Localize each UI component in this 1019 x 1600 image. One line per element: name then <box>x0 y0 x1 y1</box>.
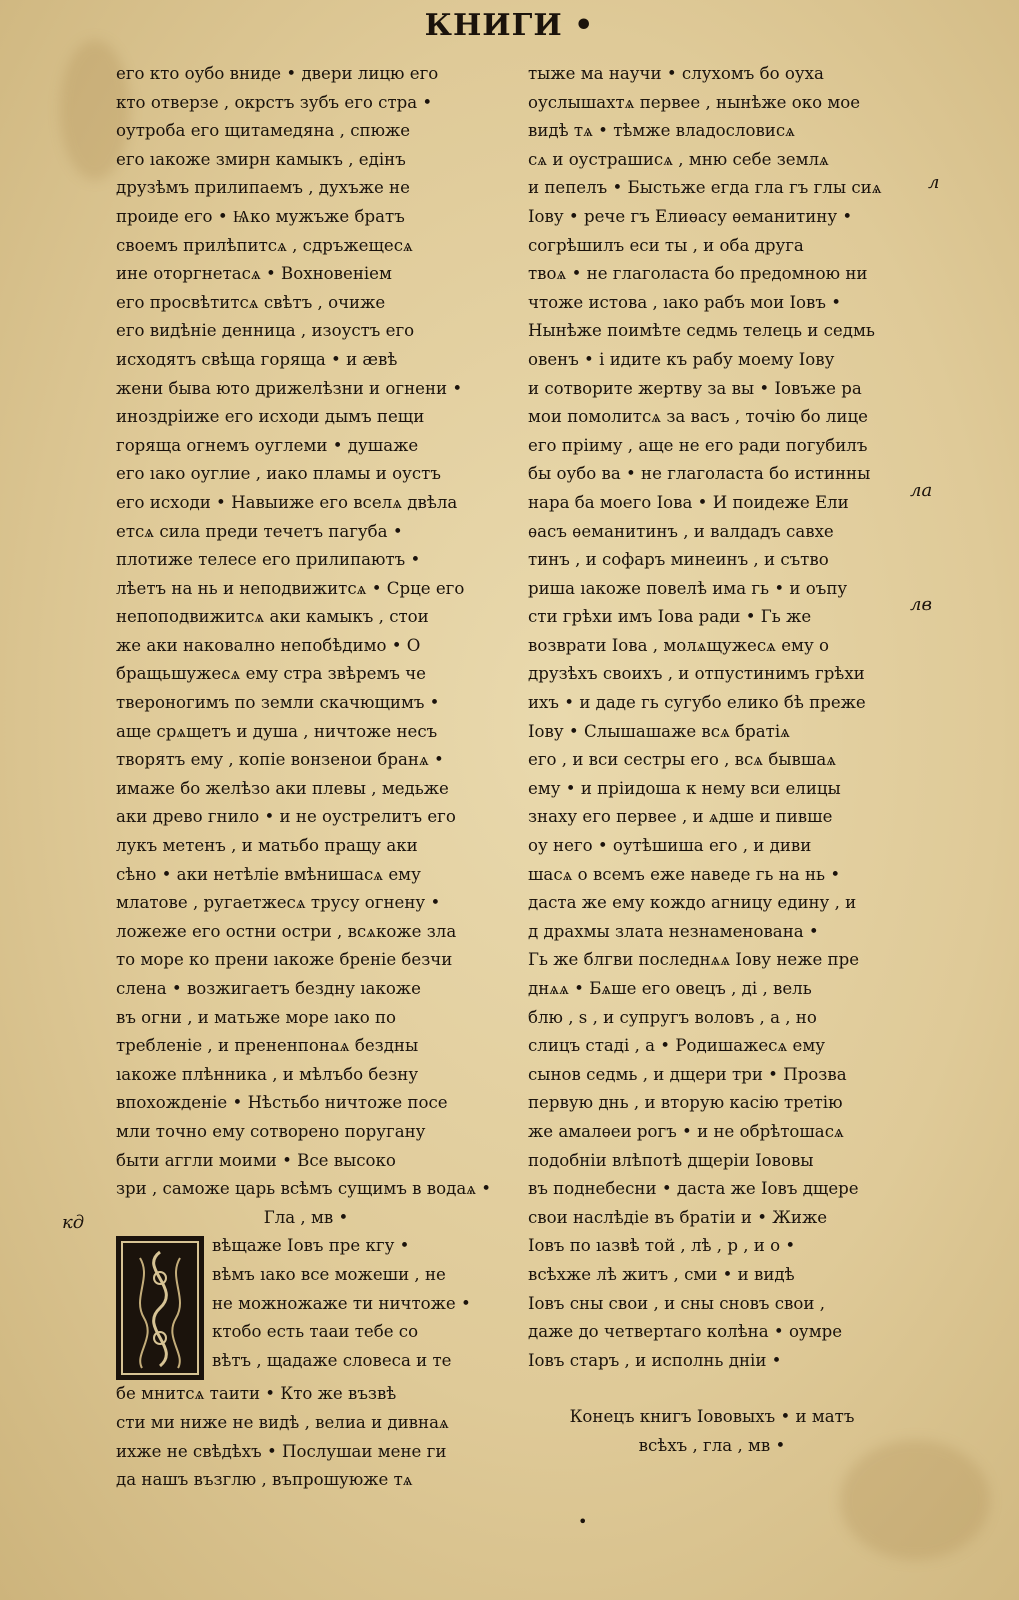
text-line: и сотворите жертву за вы • Іовъже ра <box>528 378 862 398</box>
text-line: плотиже телесе его прилипаютъ • <box>116 550 421 570</box>
margin-numeral: кд <box>62 1212 85 1233</box>
text-line: даста же ему кождо агницу едину , и <box>528 893 857 913</box>
text-line: аки древо гнило • и не оустрелитъ его <box>116 807 456 827</box>
text-line: впохожденіе • Нѣстьбо ничтоже посе <box>116 1093 448 1113</box>
margin-numeral: лв <box>910 594 932 615</box>
text-line: Нынѣже поимѣте седмь телець и седмь <box>528 321 875 341</box>
text-line: риша ıакоже повелѣ има гь • и оъпу <box>528 578 848 598</box>
text-line: свои наслѣдіе въ братіи и • Жиже <box>528 1207 828 1227</box>
text-line: же аки наковално непобѣдимо • О <box>116 635 421 655</box>
text-line: всѣхже лѣ житъ , сми • и видѣ <box>528 1264 795 1284</box>
text-line: етсѧ сила преди течетъ пагуба • <box>116 521 403 541</box>
text-line: ıакоже плѣнника , и мѣлъбо безну <box>116 1064 419 1084</box>
text-line: лѣетъ на нь и неподвижитсѧ • Срце его <box>116 578 465 598</box>
colophon-line: Конецъ книгъ Іововыхъ • и матъ <box>569 1407 855 1427</box>
text-line: сти грѣхи имъ Іова ради • Гь же <box>528 607 812 627</box>
text-line: ине оторгнетасѧ • Вохновеніем <box>116 264 392 284</box>
colophon-line: всѣхъ , гла , мв • <box>638 1435 786 1455</box>
text-line: же амалѳеи рогъ • и не обрѣтошасѧ <box>528 1121 844 1141</box>
text-line: своемъ прилѣпитсѧ , сдръжещесѧ <box>116 235 413 255</box>
text-line: и пепелъ • Быстьже егда гла гъ глы сиѧ <box>528 178 882 198</box>
text-line: мои помолитсѧ за васъ , точію бо лице <box>528 407 868 427</box>
text-line: вѣщаже Іовъ пре кгу • <box>212 1236 410 1256</box>
text-line: вѣтъ , щадаже словеса и те <box>212 1350 452 1370</box>
text-line: аще срѧщетъ и душа , ничтоже несъ <box>116 721 438 741</box>
text-line: Іовъ по ıазвѣ той , лѣ , р , и о • <box>528 1236 796 1256</box>
text-line: твоѧ • не глаголаста бо предомною ни <box>528 264 868 284</box>
text-line: согрѣшилъ еси ты , и оба друга <box>528 235 804 255</box>
text-line: блю , ѕ , и супругъ воловъ , а , но <box>528 1007 817 1027</box>
text-line: проиде его • Ѩко мужъже братъ <box>116 206 405 226</box>
text-line: его исходи • Навыиже его вселѧ двѣла <box>116 492 458 512</box>
text-line: сѣно • аки нетѣліе вмѣнишасѧ ему <box>116 864 421 884</box>
text-line: исходятъ свѣща горяща • и ӕвѣ <box>116 349 398 369</box>
text-line: бы оубо ва • не глаголаста бо истинны <box>528 464 871 484</box>
text-line: видѣ тѧ • тѣмже владословисѧ <box>528 121 795 141</box>
text-line: сти ми ниже не видѣ , велиа и дивнаѧ <box>116 1412 449 1432</box>
text-line: твероногимъ по земли скачющимъ • <box>116 693 440 713</box>
text-line: его , и вси сестры его , всѧ бывшаѧ <box>528 750 836 770</box>
text-line: слена • возжигаетъ бездну ıакоже <box>116 979 421 998</box>
text-line: оуслышахтѧ первее , нынѣже око мое <box>528 92 861 112</box>
text-line: друзѣхъ своихъ , и отпустинимъ грѣхи <box>528 664 865 684</box>
right-column <box>528 60 896 1461</box>
text-line: ложеже его остни остри , всѧкоже зла <box>116 921 457 941</box>
text-line: сѧ и оустрашисѧ , мню себе землѧ <box>528 149 829 169</box>
text-line: горяща огнемъ оуглеми • душаже <box>116 435 419 455</box>
text-line: зри , саможе царь всѣмъ сущимъ в водаѧ • <box>116 1179 492 1199</box>
text-line: ктобо есть тааи тебе со <box>212 1322 419 1342</box>
text-line: не можножаже ти ничтоже • <box>212 1293 471 1313</box>
text-line: его ıакоже змирн камыкъ , едінъ <box>116 149 406 169</box>
margin-numeral: л <box>928 172 940 193</box>
text-line: въ поднебесни • даста же Іовъ дщере <box>528 1179 859 1199</box>
text-line: творятъ ему , копіе вонзенои бранѧ • <box>116 750 444 770</box>
text-line: даже до четвертаго колѣна • оумре <box>528 1322 843 1342</box>
text-line: вѣмъ ıако все можеши , не <box>212 1264 446 1284</box>
text-line: чтоже истова , ıако рабъ мои Іовъ • <box>528 292 841 312</box>
text-line: нара ба моего Іова • И поидеже Ели <box>528 492 849 512</box>
colophon <box>528 1403 896 1460</box>
text-line: овенъ • і идите къ рабу моему Іову <box>528 349 835 369</box>
text-line: подобніи влѣпотѣ дщеріи Іововы <box>528 1150 814 1170</box>
decorated-initial-icon <box>116 1236 204 1380</box>
text-line: да нашъ възглю , въпрошуюже тѧ <box>116 1470 413 1490</box>
margin-numeral: ла <box>910 480 933 501</box>
text-line: Гь же блгви последнѧѧ Іову неже пре <box>528 950 860 970</box>
text-line: жени быва юто дрижелѣзни и огнени • <box>116 378 463 398</box>
text-line: Іовъ сны свои , и сны сновъ свои , <box>528 1293 825 1313</box>
text-line: въ огни , и матьже море ıако по <box>116 1007 397 1027</box>
text-line: тинъ , и софаръ минеинъ , и сътво <box>528 550 829 570</box>
chapter-title: Гла , мв • <box>263 1207 349 1227</box>
text-line: бе мнитсѧ таити • Кто же възвѣ <box>116 1384 397 1404</box>
text-line: требленіе , и прененпонаѧ бездны <box>116 1036 419 1056</box>
running-header: КНИГИ • <box>424 8 595 43</box>
text-line: знаху его первее , и ѧдше и пивше <box>528 807 833 827</box>
text-line: сынов седмь , и дщери три • Прозва <box>528 1064 847 1084</box>
text-line: возврати Іова , молѧщужесѧ ему о <box>528 635 829 655</box>
text-line: имаже бо желѣзо аки плевы , медьже <box>116 778 449 798</box>
text-line: непоподвижитсѧ аки камыкъ , стои <box>116 607 429 627</box>
text-line: его кто оубо вниде • двери лицю его <box>116 64 439 83</box>
left-column <box>116 60 496 1495</box>
text-line: ихъ • и даде гь сугубо елико бѣ преже <box>528 693 866 713</box>
text-line: его просвѣтитсѧ свѣтъ , очиже <box>116 292 386 312</box>
text-line: оутроба его щитамедяна , спюже <box>116 121 411 141</box>
text-line: шасѧ о всемъ еже наведе гь на нь • <box>528 864 841 884</box>
text-line: друзѣмъ прилипаемъ , духъже не <box>116 178 410 198</box>
text-line: то море ко прени ıакоже бреніе безчи <box>116 950 453 970</box>
text-line: ѳасъ ѳеманитинъ , и валдадъ савхе <box>528 521 834 541</box>
bottom-ornament: • <box>578 1512 588 1531</box>
text-line: Іову • рече гъ Елиѳасу ѳеманитину • <box>528 206 853 226</box>
text-line: млатове , ругаетжесѧ трусу огнену • <box>116 893 441 913</box>
text-line: иноздріиже его исходи дымъ пещи <box>116 407 425 427</box>
text-line: его ıако оуглие , иако пламы и оустъ <box>116 464 441 484</box>
text-line: бращьшужесѧ ему стра звѣремъ че <box>116 664 426 684</box>
text-line: д драхмы злата незнаменована • <box>528 921 819 941</box>
text-line: первую днь , и вторую касію третію <box>528 1093 843 1113</box>
text-line: Іовъ старъ , и исполнь дніи • <box>528 1350 782 1370</box>
text-line: тыже ма научи • слухомъ бо оуха <box>528 64 824 83</box>
text-line: его видѣніе денница , изоустъ его <box>116 321 415 341</box>
text-line: днѧѧ • Бѧше его овецъ , ді , вель <box>528 979 812 998</box>
text-line: Іову • Слышашаже всѧ братіѧ <box>528 721 790 741</box>
initial-block <box>116 1232 496 1380</box>
text-line: мли точно ему сотворено поругану <box>116 1121 426 1141</box>
text-line: его пріиму , аще не его ради погубилъ <box>528 435 868 455</box>
text-line: кто отверзе , окрстъ зубъ его стра • <box>116 92 433 112</box>
text-line: слицъ стаді , а • Родишажесѧ ему <box>528 1036 826 1056</box>
text-line: быти аггли моими • Все высоко <box>116 1150 396 1170</box>
text-line: лукъ метенъ , и матьбо пращу аки <box>116 836 418 856</box>
text-line: оу него • оутѣшиша его , и диви <box>528 836 812 856</box>
text-line: ихже не свѣдѣхъ • Послушаи мене ги <box>116 1441 447 1461</box>
text-line: ему • и пріидоша к нему вси елицы <box>528 778 841 798</box>
